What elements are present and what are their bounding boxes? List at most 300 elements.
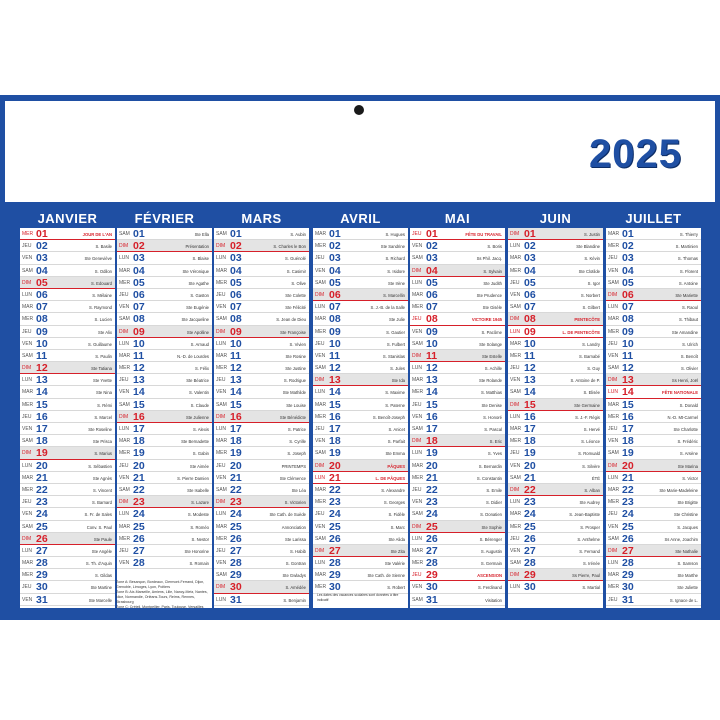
month-column bbox=[508, 210, 603, 608]
day-number: 21 bbox=[622, 471, 634, 484]
weekday-abbr: VEN bbox=[510, 462, 521, 469]
weekday-abbr: VEN bbox=[22, 340, 33, 347]
saint-name: Ste Amandine bbox=[671, 329, 698, 335]
day-row bbox=[313, 265, 408, 277]
weekday-abbr: SAM bbox=[216, 316, 227, 323]
weekday-abbr: MER bbox=[315, 413, 327, 420]
weekday-abbr: MER bbox=[412, 389, 424, 396]
day-number: 22 bbox=[524, 483, 536, 496]
day-number: 07 bbox=[622, 301, 634, 314]
saint-name: S. Hervé bbox=[583, 427, 600, 432]
weekday-abbr: JEU bbox=[119, 462, 129, 469]
day-row bbox=[606, 496, 701, 508]
day-number: 04 bbox=[133, 264, 145, 277]
saint-name: S. Marcellin bbox=[383, 292, 405, 298]
saint-name: S. Sylvain bbox=[483, 268, 502, 274]
saint-name: S. Elisée bbox=[583, 390, 600, 396]
day-row bbox=[606, 460, 701, 472]
day-number: 24 bbox=[426, 508, 438, 521]
day-row bbox=[214, 252, 309, 264]
saint-name: S. Martial bbox=[582, 585, 600, 591]
weekday-abbr: MAR bbox=[510, 255, 522, 262]
weekday-abbr: VEN bbox=[22, 596, 33, 603]
weekday-abbr: MER bbox=[412, 560, 424, 567]
weekday-abbr: MAR bbox=[216, 523, 228, 530]
weekday-abbr: MER bbox=[608, 243, 620, 250]
day-number: 23 bbox=[622, 496, 634, 509]
saint-name: S. Marcel bbox=[94, 414, 112, 420]
weekday-abbr: VEN bbox=[608, 267, 619, 274]
day-row bbox=[606, 228, 701, 240]
weekday-abbr: JEU bbox=[510, 279, 520, 286]
day-row bbox=[117, 228, 212, 240]
day-number: 14 bbox=[329, 386, 341, 399]
day-number: 02 bbox=[622, 240, 634, 253]
day-row bbox=[214, 460, 309, 472]
day-number: 23 bbox=[230, 496, 242, 509]
day-number: 04 bbox=[329, 264, 341, 277]
day-number: 12 bbox=[426, 362, 438, 375]
day-row bbox=[313, 423, 408, 435]
day-number: 23 bbox=[426, 496, 438, 509]
day-number: 28 bbox=[329, 557, 341, 570]
saint-name: S. Mélaine bbox=[92, 292, 112, 298]
day-number: 14 bbox=[230, 386, 242, 399]
weekday-abbr: MAR bbox=[216, 438, 228, 445]
saint-name: S. Emile bbox=[486, 487, 502, 493]
saint-name: S. Gaston bbox=[190, 292, 209, 298]
day-row bbox=[20, 521, 115, 533]
day-row bbox=[410, 277, 505, 289]
weekday-abbr: SAM bbox=[510, 304, 521, 311]
weekday-abbr: MAR bbox=[119, 523, 131, 530]
day-number: 28 bbox=[524, 557, 536, 570]
weekday-abbr: LUN bbox=[22, 291, 33, 298]
day-row bbox=[606, 240, 701, 252]
saint-name: S. Benjamin bbox=[283, 597, 306, 603]
weekday-abbr: SAM bbox=[608, 450, 619, 457]
weekday-abbr: MER bbox=[510, 352, 522, 359]
saint-name: Ste Marie-Madeleine bbox=[659, 487, 698, 493]
day-number: 05 bbox=[36, 276, 48, 289]
day-row bbox=[508, 423, 603, 435]
saint-name: S. Léonce bbox=[581, 439, 600, 445]
weekday-abbr: DIM bbox=[608, 462, 618, 469]
day-number: 03 bbox=[426, 252, 438, 265]
weekday-abbr: JEU bbox=[119, 291, 129, 298]
weekday-abbr: SAM bbox=[216, 401, 227, 408]
weekday-abbr: LUN bbox=[412, 535, 423, 542]
day-row bbox=[313, 289, 408, 301]
day-row bbox=[313, 447, 408, 459]
day-number: 21 bbox=[133, 471, 145, 484]
day-row bbox=[508, 569, 603, 581]
day-number: 26 bbox=[36, 532, 48, 545]
day-number: 02 bbox=[36, 240, 48, 253]
day-number: 25 bbox=[329, 520, 341, 533]
saint-name: S. Casimir bbox=[286, 268, 306, 274]
weekday-abbr: JEU bbox=[315, 255, 325, 262]
saint-name: Ste Bernadette bbox=[181, 439, 209, 445]
day-row bbox=[20, 338, 115, 350]
weekday-abbr: LUN bbox=[119, 511, 130, 518]
day-row bbox=[214, 301, 309, 313]
day-row bbox=[214, 533, 309, 545]
weekday-abbr: SAM bbox=[119, 401, 130, 408]
weekday-abbr: MAR bbox=[510, 511, 522, 518]
weekday-abbr: SAM bbox=[119, 316, 130, 323]
day-row bbox=[508, 362, 603, 374]
day-number: 18 bbox=[329, 435, 341, 448]
day-number: 22 bbox=[426, 483, 438, 496]
saint-name: S. Romain bbox=[189, 561, 209, 567]
saint-name: Ste Clémence bbox=[279, 475, 306, 481]
saint-name: ÉTÉ bbox=[591, 475, 600, 481]
weekday-abbr: MER bbox=[22, 572, 34, 579]
weekday-abbr: MAR bbox=[119, 267, 131, 274]
day-number: 18 bbox=[133, 435, 145, 448]
day-row bbox=[20, 460, 115, 472]
weekday-abbr: LUN bbox=[119, 255, 130, 262]
saint-name: Ste Louise bbox=[286, 402, 306, 408]
weekday-abbr: SAM bbox=[216, 572, 227, 579]
day-number: 20 bbox=[133, 459, 145, 472]
day-number: 26 bbox=[524, 532, 536, 545]
weekday-abbr: MER bbox=[119, 450, 131, 457]
day-row bbox=[313, 399, 408, 411]
weekday-abbr: SAM bbox=[315, 365, 326, 372]
day-row bbox=[214, 326, 309, 338]
weekday-abbr: DIM bbox=[216, 584, 226, 591]
saint-name: S. Gilbert bbox=[582, 305, 600, 311]
day-row bbox=[606, 594, 701, 606]
day-row bbox=[20, 533, 115, 545]
day-row bbox=[606, 374, 701, 386]
weekday-abbr: LUN bbox=[412, 450, 423, 457]
day-row bbox=[313, 338, 408, 350]
saint-name: S. Cyrille bbox=[289, 439, 306, 445]
weekday-abbr: JEU bbox=[315, 511, 325, 518]
day-row bbox=[117, 313, 212, 325]
weekday-abbr: VEN bbox=[608, 352, 619, 359]
weekday-abbr: MER bbox=[608, 413, 620, 420]
day-number: 08 bbox=[329, 313, 341, 326]
day-number: 15 bbox=[230, 398, 242, 411]
day-row bbox=[214, 350, 309, 362]
day-row bbox=[20, 472, 115, 484]
weekday-abbr: MAR bbox=[22, 389, 34, 396]
day-row bbox=[410, 386, 505, 398]
weekday-abbr: JEU bbox=[119, 377, 129, 384]
weekday-abbr: MAR bbox=[608, 486, 620, 493]
day-number: 15 bbox=[426, 398, 438, 411]
day-row bbox=[606, 289, 701, 301]
saint-name: S. Barnabé bbox=[579, 353, 600, 359]
day-number: 13 bbox=[524, 374, 536, 387]
day-number: 30 bbox=[230, 581, 242, 594]
weekday-abbr: MER bbox=[22, 231, 34, 237]
weekday-abbr: JEU bbox=[510, 535, 520, 542]
saint-name: S. Florent bbox=[679, 268, 698, 274]
saint-name: S. Claude bbox=[190, 402, 209, 408]
saint-name: S. Th. d'Aquin bbox=[85, 561, 112, 567]
day-number: 16 bbox=[622, 410, 634, 423]
day-row bbox=[508, 484, 603, 496]
day-number: 27 bbox=[329, 544, 341, 557]
weekday-abbr: DIM bbox=[119, 328, 129, 335]
day-row bbox=[117, 362, 212, 374]
day-number: 06 bbox=[36, 288, 48, 301]
day-row bbox=[508, 350, 603, 362]
weekday-abbr: VEN bbox=[510, 377, 521, 384]
saint-name: S. Isidore bbox=[387, 268, 405, 274]
day-row bbox=[214, 374, 309, 386]
weekday-abbr: MAR bbox=[216, 267, 228, 274]
day-row bbox=[313, 460, 408, 472]
weekday-abbr: MER bbox=[608, 499, 620, 506]
day-row bbox=[313, 228, 408, 240]
day-number: 19 bbox=[329, 447, 341, 460]
day-number: 27 bbox=[622, 544, 634, 557]
day-row bbox=[606, 423, 701, 435]
saint-name: S. Alexandre bbox=[381, 487, 405, 493]
day-number: 18 bbox=[426, 435, 438, 448]
weekday-abbr: DIM bbox=[119, 499, 129, 506]
day-row bbox=[606, 557, 701, 569]
saint-name: S. Gabin bbox=[192, 451, 209, 457]
day-row bbox=[313, 508, 408, 520]
weekday-abbr: VEN bbox=[412, 243, 423, 250]
weekday-abbr: LUN bbox=[216, 426, 227, 432]
day-number: 18 bbox=[622, 435, 634, 448]
weekday-abbr: VEN bbox=[22, 255, 33, 262]
day-row bbox=[508, 399, 603, 411]
saint-name: Ste Rosine bbox=[285, 353, 306, 359]
day-number: 28 bbox=[426, 557, 438, 570]
day-row bbox=[410, 350, 505, 362]
day-number: 03 bbox=[329, 252, 341, 265]
day-number: 31 bbox=[426, 593, 438, 606]
day-row bbox=[410, 581, 505, 593]
saint-name: S. Honoré bbox=[483, 414, 502, 420]
saint-name: S. Odilon bbox=[94, 268, 112, 274]
day-row bbox=[214, 435, 309, 447]
weekday-abbr: SAM bbox=[216, 486, 227, 493]
day-number: 16 bbox=[329, 410, 341, 423]
weekday-abbr: DIM bbox=[608, 291, 618, 298]
day-row bbox=[606, 252, 701, 264]
weekday-abbr: LUN bbox=[510, 499, 521, 506]
saint-name: S. Victor bbox=[682, 475, 698, 481]
weekday-abbr: JEU bbox=[119, 547, 129, 554]
day-number: 19 bbox=[524, 447, 536, 460]
day-number: 17 bbox=[426, 423, 438, 435]
weekday-abbr: SAM bbox=[510, 474, 521, 481]
day-row bbox=[20, 313, 115, 325]
day-number: 15 bbox=[329, 398, 341, 411]
saint-name: S. Romuald bbox=[578, 451, 600, 457]
day-number: 19 bbox=[230, 447, 242, 460]
day-number: 14 bbox=[133, 386, 145, 399]
day-number: 10 bbox=[230, 337, 242, 350]
legend-line: Zone B: Aix-Marseille, Amiens, Lille, Nancy-Metz, Nantes, Nice, Normandie, Orléans-Tours, Reims, Rennes, Strasbourg bbox=[116, 590, 208, 604]
weekday-abbr: SAM bbox=[119, 486, 130, 493]
day-row bbox=[508, 301, 603, 313]
day-number: 29 bbox=[524, 569, 536, 582]
day-row bbox=[117, 374, 212, 386]
weekday-abbr: MAR bbox=[315, 572, 327, 579]
day-row bbox=[606, 411, 701, 423]
day-row bbox=[508, 411, 603, 423]
saint-name: Ste Nina bbox=[95, 390, 112, 396]
saint-name: Ste Félicité bbox=[285, 305, 306, 311]
saint-name: S. Vincent bbox=[92, 487, 112, 493]
saint-name: Ste Agnès bbox=[92, 475, 112, 481]
weekday-abbr: MER bbox=[22, 486, 34, 493]
weekday-abbr: SAM bbox=[22, 523, 33, 530]
day-row bbox=[20, 362, 115, 374]
weekday-abbr: MAR bbox=[412, 377, 424, 384]
saint-name: Ss Phil. Jacq. bbox=[476, 256, 502, 262]
day-row bbox=[313, 374, 408, 386]
saint-name: Ste Alida bbox=[388, 536, 405, 542]
day-row bbox=[508, 447, 603, 459]
saint-name: S. Didier bbox=[485, 500, 502, 506]
weekday-abbr: MAR bbox=[608, 316, 620, 323]
day-number: 30 bbox=[329, 581, 341, 594]
day-number: 15 bbox=[622, 398, 634, 411]
day-row bbox=[117, 545, 212, 557]
hanging-hole bbox=[354, 105, 364, 115]
day-row bbox=[410, 435, 505, 447]
day-number: 10 bbox=[426, 337, 438, 350]
day-number: 06 bbox=[133, 288, 145, 301]
saint-name: S. Thomas bbox=[677, 256, 698, 262]
weekday-abbr: JEU bbox=[412, 231, 422, 237]
day-row bbox=[20, 581, 115, 593]
day-row bbox=[20, 326, 115, 338]
weekday-abbr: MAR bbox=[22, 560, 34, 567]
saint-name: S. Eric bbox=[489, 439, 502, 445]
weekday-abbr: SAM bbox=[510, 389, 521, 396]
day-row bbox=[606, 533, 701, 545]
day-row bbox=[117, 411, 212, 423]
day-number: 14 bbox=[622, 386, 634, 399]
saint-name: Ste Prudence bbox=[476, 292, 502, 298]
day-number: 24 bbox=[36, 508, 48, 521]
saint-name: Ste Nathalie bbox=[675, 548, 698, 554]
day-number: 17 bbox=[622, 423, 634, 435]
day-number: 25 bbox=[524, 520, 536, 533]
saint-name: S. J.-B. de la Salle bbox=[370, 305, 405, 311]
day-number: 01 bbox=[133, 228, 145, 240]
day-number: 09 bbox=[426, 325, 438, 338]
day-number: 22 bbox=[36, 483, 48, 496]
day-number: 25 bbox=[36, 520, 48, 533]
day-row bbox=[508, 326, 603, 338]
saint-name: Ste Sophie bbox=[481, 524, 502, 530]
day-number: 06 bbox=[230, 288, 242, 301]
day-number: 16 bbox=[230, 410, 242, 423]
weekday-abbr: LUN bbox=[608, 560, 619, 567]
saint-name: S. Pascal bbox=[484, 427, 502, 432]
saint-name: S. Constantin bbox=[476, 475, 502, 481]
saint-name: S. Victorien bbox=[284, 500, 306, 506]
day-number: 19 bbox=[36, 447, 48, 460]
day-row bbox=[313, 252, 408, 264]
day-number: 22 bbox=[133, 483, 145, 496]
weekday-abbr: DIM bbox=[315, 291, 325, 298]
weekday-abbr: SAM bbox=[412, 426, 423, 432]
day-row bbox=[508, 472, 603, 484]
day-number: 08 bbox=[133, 313, 145, 326]
weekday-abbr: LUN bbox=[315, 304, 326, 311]
saint-name: Présentation bbox=[185, 244, 209, 250]
day-number: 09 bbox=[133, 325, 145, 338]
day-row bbox=[313, 533, 408, 545]
weekday-abbr: LUN bbox=[22, 547, 33, 554]
saint-name: S. Alexis bbox=[192, 427, 209, 432]
weekday-abbr: DIM bbox=[216, 499, 226, 506]
weekday-abbr: MAR bbox=[608, 401, 620, 408]
saint-name: Ss Pierre, Paul bbox=[572, 573, 600, 579]
day-number: 30 bbox=[524, 581, 536, 594]
day-row bbox=[214, 338, 309, 350]
day-row bbox=[508, 289, 603, 301]
weekday-abbr: VEN bbox=[608, 438, 619, 445]
day-number: 10 bbox=[524, 337, 536, 350]
saint-name: S. Matthias bbox=[481, 390, 502, 396]
saint-name: S. Prosper bbox=[580, 524, 600, 530]
weekday-abbr: DIM bbox=[608, 547, 618, 554]
day-row bbox=[606, 399, 701, 411]
day-row bbox=[214, 386, 309, 398]
day-number: 06 bbox=[524, 288, 536, 301]
day-row bbox=[20, 277, 115, 289]
day-row bbox=[214, 399, 309, 411]
weekday-abbr: VEN bbox=[315, 438, 326, 445]
day-row bbox=[117, 301, 212, 313]
day-row bbox=[508, 545, 603, 557]
saint-name: Ste Julienne bbox=[185, 414, 209, 420]
saint-name: S. Basile bbox=[95, 244, 112, 250]
weekday-abbr: LUN bbox=[216, 596, 227, 603]
day-row bbox=[20, 240, 115, 252]
saint-name: Ste Gwladys bbox=[282, 573, 306, 579]
day-row bbox=[20, 265, 115, 277]
saint-name: JOUR DE L'AN bbox=[82, 232, 112, 237]
weekday-abbr: DIM bbox=[412, 523, 422, 530]
saint-name: S. Modeste bbox=[187, 512, 209, 518]
day-row bbox=[606, 265, 701, 277]
saint-name: Ste Isabelle bbox=[187, 487, 209, 493]
saint-name: Ste Audrey bbox=[579, 500, 600, 506]
day-number: 20 bbox=[426, 459, 438, 472]
weekday-abbr: VEN bbox=[216, 474, 227, 481]
saint-name: Ste Angèle bbox=[91, 548, 112, 554]
day-row bbox=[117, 521, 212, 533]
day-row bbox=[410, 301, 505, 313]
saint-name: Ste Alix bbox=[98, 329, 112, 335]
day-row bbox=[508, 508, 603, 520]
weekday-abbr: JEU bbox=[22, 584, 32, 591]
day-number: 22 bbox=[622, 483, 634, 496]
saint-name: S. Martinien bbox=[675, 244, 698, 250]
day-number: 13 bbox=[36, 374, 48, 387]
day-row bbox=[117, 277, 212, 289]
day-number: 14 bbox=[36, 386, 48, 399]
day-number: 09 bbox=[36, 325, 48, 338]
